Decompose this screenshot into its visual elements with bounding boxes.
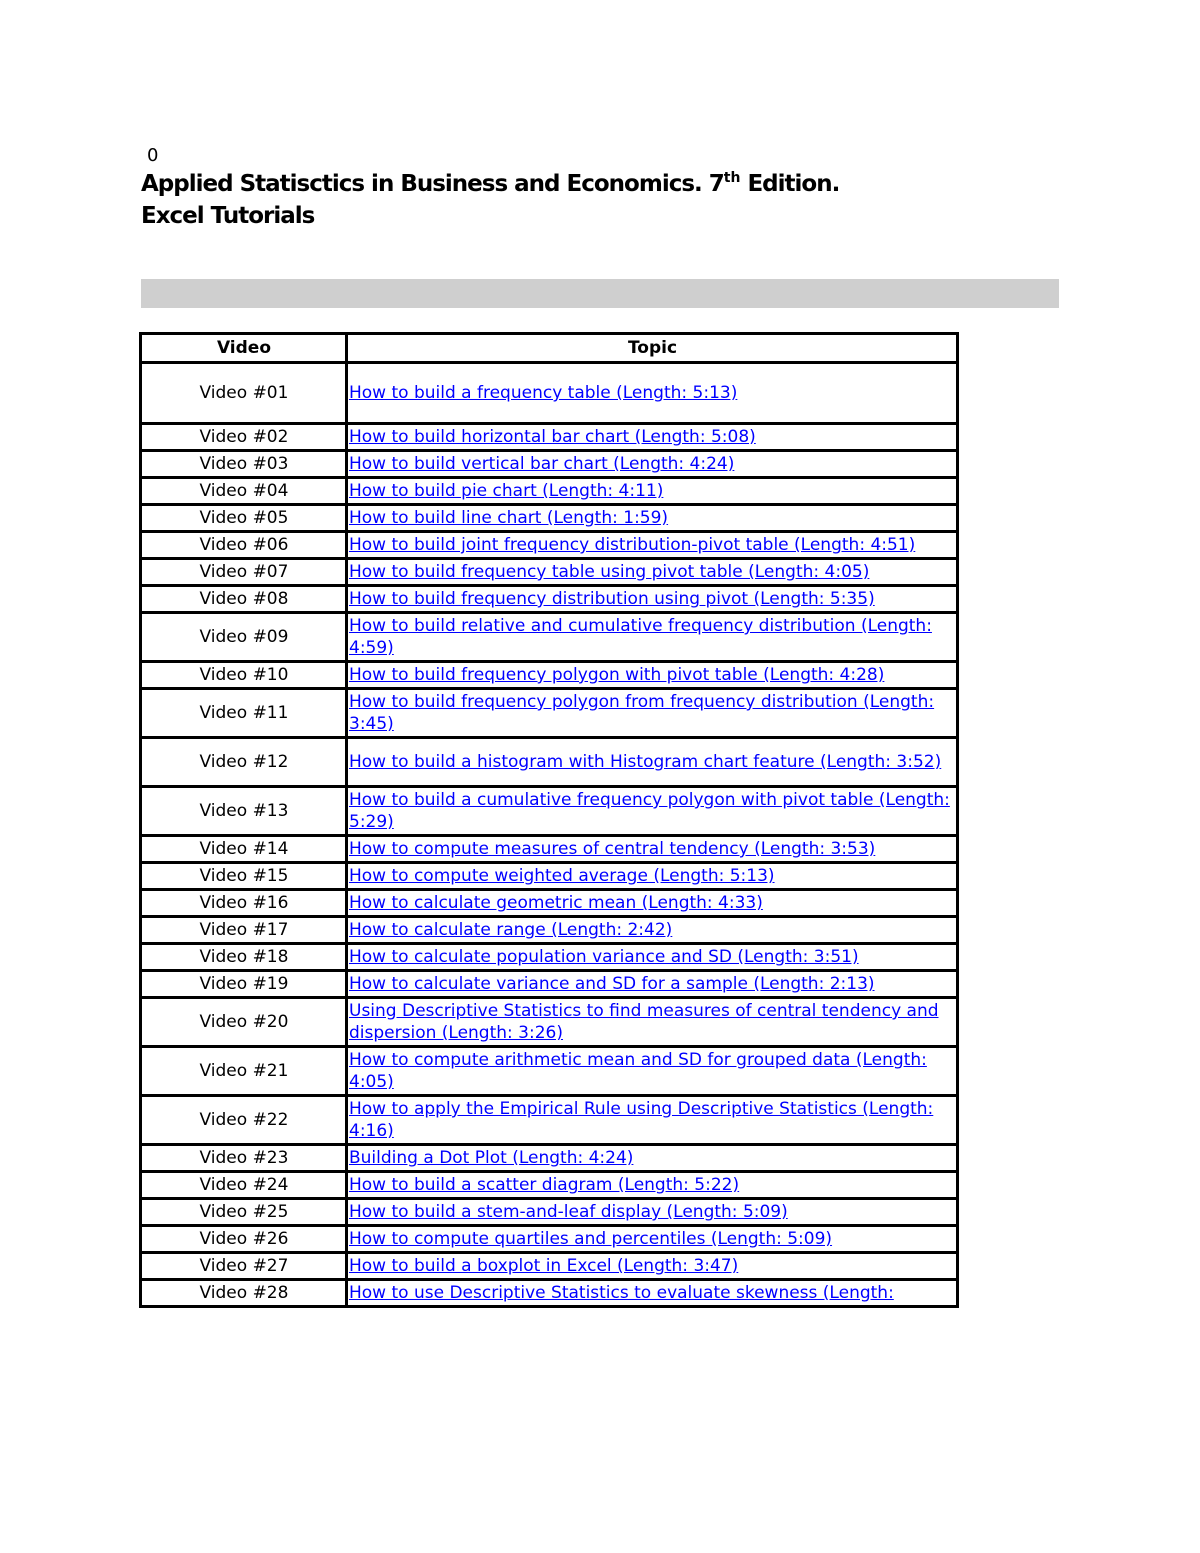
table-row [141,1226,958,1253]
document-subtitle: Excel Tutorials [141,203,315,229]
table-row [141,1047,958,1096]
topic-cell [347,532,958,559]
topic-link[interactable]: How to build frequency polygon with pivot table (Length: 4:28) [349,665,885,685]
table-row [141,944,958,971]
table-row [141,1199,958,1226]
topic-link[interactable]: How to use Descriptive Statistics to evaluate skewness (Length: [349,1283,894,1303]
title-end: Edition. [740,171,840,197]
topic-link[interactable]: How to build a frequency table (Length: 5:13) [349,383,738,403]
video-number: Video #08 [141,586,347,613]
table-row [141,836,958,863]
table-row [141,662,958,689]
table-row [141,532,958,559]
video-number: Video #04 [141,478,347,505]
video-table [139,332,959,1308]
topic-cell [347,738,958,787]
table-row [141,787,958,836]
page-marker: 0 [147,145,159,166]
table-row [141,1145,958,1172]
table-row [141,586,958,613]
topic-link[interactable]: How to build vertical bar chart (Length: 4:24) [349,454,735,474]
topic-cell [347,586,958,613]
topic-link[interactable]: How to build a cumulative frequency polygon with pivot table (Length: 5:29) [349,790,950,832]
video-number: Video #09 [141,613,347,662]
topic-link[interactable]: How to build line chart (Length: 1:59) [349,508,669,528]
table-row [141,863,958,890]
video-number: Video #13 [141,787,347,836]
topic-link[interactable]: How to build frequency distribution using pivot (Length: 5:35) [349,589,875,609]
video-number: Video #14 [141,836,347,863]
topic-cell [347,1199,958,1226]
topic-link[interactable]: Using Descriptive Statistics to find measures of central tendency and dispersion (Length: 3:26) [349,1001,939,1043]
video-number: Video #25 [141,1199,347,1226]
video-number: Video #19 [141,971,347,998]
video-number: Video #24 [141,1172,347,1199]
table-row [141,689,958,738]
table-row [141,559,958,586]
table-row [141,1253,958,1280]
header-topic: Topic [347,334,958,363]
topic-cell [347,363,958,424]
video-rows [141,363,958,1307]
topic-link[interactable]: How to build a stem-and-leaf display (Length: 5:09) [349,1202,788,1222]
topic-cell [347,559,958,586]
topic-link[interactable]: How to calculate range (Length: 2:42) [349,920,673,940]
topic-link[interactable]: How to calculate population variance and SD (Length: 3:51) [349,947,859,967]
topic-cell [347,890,958,917]
section-divider-bar [141,279,1059,308]
video-number: Video #16 [141,890,347,917]
topic-cell [347,944,958,971]
table-row [141,971,958,998]
topic-cell [347,451,958,478]
topic-link[interactable]: How to compute weighted average (Length: 5:13) [349,866,775,886]
table-row [141,505,958,532]
topic-cell [347,505,958,532]
topic-cell [347,971,958,998]
video-number: Video #27 [141,1253,347,1280]
video-number: Video #12 [141,738,347,787]
table-row [141,451,958,478]
video-number: Video #06 [141,532,347,559]
topic-link[interactable]: How to build a boxplot in Excel (Length: 3:47) [349,1256,739,1276]
title-main: Applied Statisctics in Business and Economics. 7 [141,171,724,197]
video-number: Video #18 [141,944,347,971]
topic-cell [347,787,958,836]
topic-cell [347,863,958,890]
topic-cell [347,836,958,863]
video-number: Video #26 [141,1226,347,1253]
topic-cell [347,1145,958,1172]
video-number: Video #03 [141,451,347,478]
table-row [141,917,958,944]
topic-cell [347,917,958,944]
topic-link[interactable]: How to build horizontal bar chart (Length: 5:08) [349,427,756,447]
topic-link[interactable]: How to compute arithmetic mean and SD for grouped data (Length: 4:05) [349,1050,927,1092]
video-number: Video #05 [141,505,347,532]
table-row [141,1096,958,1145]
topic-cell [347,662,958,689]
topic-link[interactable]: How to build a scatter diagram (Length: 5:22) [349,1175,740,1195]
title-superscript: th [723,170,741,186]
topic-cell [347,689,958,738]
table-row [141,363,958,424]
video-number: Video #23 [141,1145,347,1172]
topic-link[interactable]: How to build pie chart (Length: 4:11) [349,481,664,501]
topic-cell [347,613,958,662]
topic-cell [347,424,958,451]
video-number: Video #07 [141,559,347,586]
video-number: Video #01 [141,363,347,424]
video-number: Video #15 [141,863,347,890]
topic-cell [347,1280,958,1307]
topic-link[interactable]: How to build relative and cumulative frequency distribution (Length: 4:59) [349,616,932,658]
table-row [141,1172,958,1199]
topic-link[interactable]: How to build a histogram with Histogram chart feature (Length: 3:52) [349,752,942,772]
topic-link[interactable]: How to compute quartiles and percentiles (Length: 5:09) [349,1229,833,1249]
video-number: Video #21 [141,1047,347,1096]
topic-cell [347,1096,958,1145]
topic-link[interactable]: How to build joint frequency distribution-pivot table (Length: 4:51) [349,535,916,555]
topic-cell [347,1047,958,1096]
topic-cell [347,1226,958,1253]
topic-link[interactable]: How to build frequency table using pivot table (Length: 4:05) [349,562,870,582]
video-number: Video #28 [141,1280,347,1307]
topic-link[interactable]: Building a Dot Plot (Length: 4:24) [349,1148,634,1168]
document-title [141,168,839,200]
video-number: Video #02 [141,424,347,451]
table-row [141,424,958,451]
topic-link[interactable]: How to compute measures of central tendency (Length: 3:53) [349,839,876,859]
table-row [141,478,958,505]
topic-cell [347,1172,958,1199]
table-row [141,890,958,917]
table-row [141,613,958,662]
topic-link[interactable]: How to calculate variance and SD for a sample (Length: 2:13) [349,974,875,994]
topic-link[interactable]: How to calculate geometric mean (Length: 4:33) [349,893,763,913]
topic-cell [347,998,958,1047]
video-number: Video #10 [141,662,347,689]
topic-link[interactable]: How to apply the Empirical Rule using Descriptive Statistics (Length: 4:16) [349,1099,934,1141]
video-number: Video #11 [141,689,347,738]
video-number: Video #20 [141,998,347,1047]
topic-cell [347,1253,958,1280]
table-row [141,1280,958,1307]
video-number: Video #17 [141,917,347,944]
video-number: Video #22 [141,1096,347,1145]
topic-link[interactable]: How to build frequency polygon from frequency distribution (Length: 3:45) [349,692,935,734]
table-row [141,998,958,1047]
table-row [141,738,958,787]
header-video: Video [141,334,347,363]
table-header-row [141,334,958,363]
topic-cell [347,478,958,505]
